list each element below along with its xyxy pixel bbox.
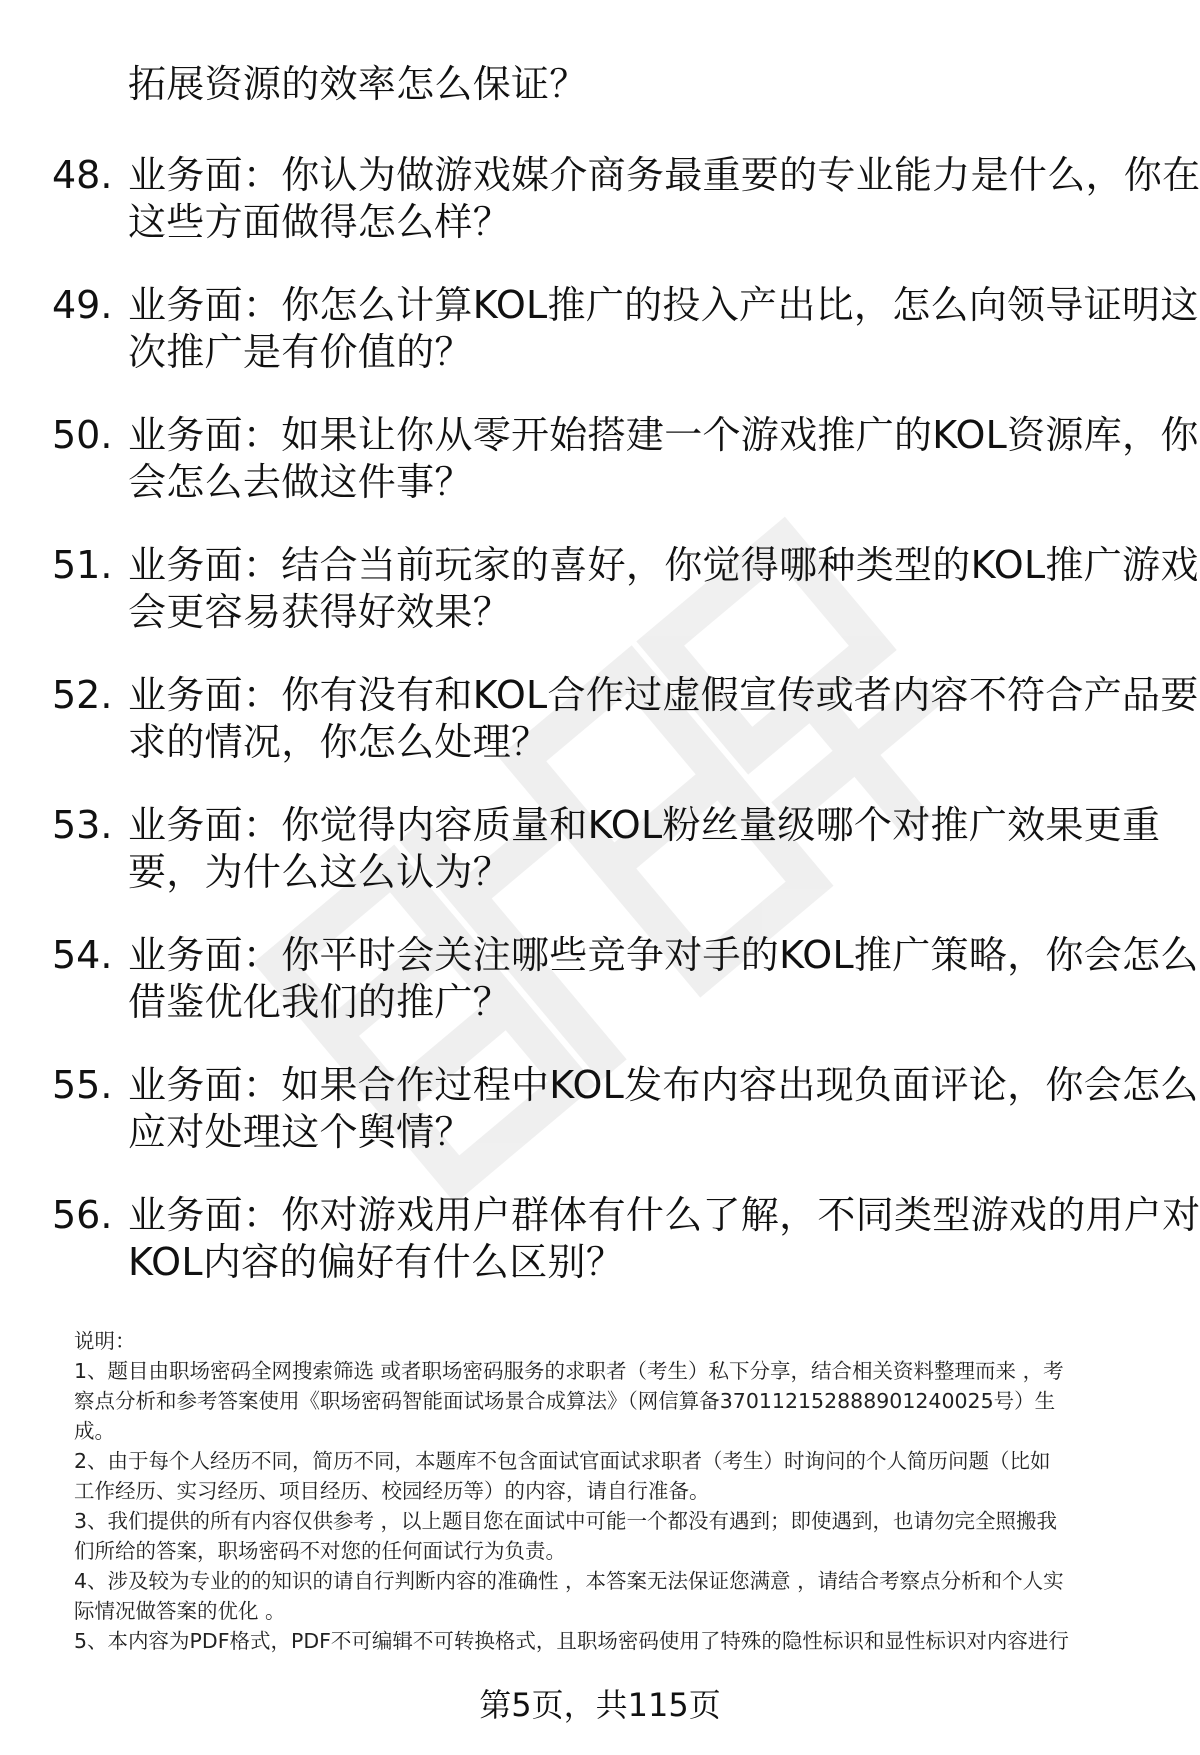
question-number: 52. [52, 673, 113, 717]
question-text: KOL内容的偏好有什么区别？ [128, 1240, 625, 1284]
question-text: 会怎么去做这件事？ [128, 460, 473, 504]
question-text: 业务面：你平时会关注哪些竞争对手的KOL推广策略，你会怎么 [128, 933, 1199, 977]
notes-line: 5、本内容为PDF格式，PDF不可编辑不可转换格式，且职场密码使用了特殊的隐性标识和显性标识对内容进行 [74, 1629, 1069, 1653]
notes-line: 4、涉及较为专业的的知识的请自行判断内容的准确性 ，本答案无法保证您满意 ，请结合考察点分析和个人实 [74, 1569, 1064, 1593]
question-text: 业务面：结合当前玩家的喜好，你觉得哪种类型的KOL推广游戏 [128, 543, 1199, 587]
question-number: 56. [52, 1193, 113, 1237]
notes-line: 察点分析和参考答案使用《职场密码智能面试场景合成算法》（网信算备370112152888901240025号）生 [74, 1389, 1056, 1413]
question-text: 会更容易获得好效果？ [128, 590, 512, 634]
notes-line: 3、我们提供的所有内容仅供参考 ，以上题目您在面试中可能一个都没有遇到；即使遇到，也请勿完全照搬我 [74, 1509, 1058, 1533]
question-number: 49. [52, 283, 113, 327]
question-number: 51. [52, 543, 113, 587]
question-number: 54. [52, 933, 113, 977]
question-text: 求的情况，你怎么处理？ [128, 720, 550, 764]
continuation-line: 拓展资源的效率怎么保证？ [128, 62, 588, 106]
question-text: 业务面：你怎么计算KOL推广的投入产出比，怎么向领导证明这 [128, 283, 1199, 327]
notes-line: 成。 [74, 1419, 115, 1443]
notes-line: 际情况做答案的优化 。 [74, 1599, 286, 1623]
question-text: 应对处理这个舆情？ [128, 1110, 473, 1154]
question-text: 业务面：如果让你从零开始搭建一个游戏推广的KOL资源库，你 [128, 413, 1199, 457]
question-number: 50. [52, 413, 113, 457]
question-text: 业务面：你对游戏用户群体有什么了解，不同类型游戏的用户对 [128, 1193, 1200, 1237]
notes-line: 们所给的答案，职场密码不对您的任何面试行为负责。 [74, 1539, 566, 1563]
question-text: 业务面：你有没有和KOL合作过虚假宣传或者内容不符合产品要 [128, 673, 1199, 717]
question-text: 要，为什么这么认为？ [128, 850, 512, 894]
question-text: 这些方面做得怎么样？ [128, 200, 512, 244]
question-number: 53. [52, 803, 113, 847]
notes-line: 1、题目由职场密码全网搜索筛选 或者职场密码服务的求职者（考生）私下分享，结合相关资料整理而来 ，考 [74, 1359, 1064, 1383]
question-text: 业务面：如果合作过程中KOL发布内容出现负面评论，你会怎么 [128, 1063, 1199, 1107]
question-text: 业务面：你觉得内容质量和KOL粉丝量级哪个对推广效果更重 [128, 803, 1161, 847]
page-footer: 第5页，共115页 [479, 1686, 721, 1724]
notes-line: 2、由于每个人经历不同，简历不同，本题库不包含面试官面试求职者（考生）时询问的个人简历问题（比如 [74, 1449, 1051, 1473]
question-number: 55. [52, 1063, 113, 1107]
question-text: 借鉴优化我们的推广？ [128, 980, 512, 1024]
notes-heading: 说明： [74, 1329, 136, 1353]
notes-line: 工作经历、实习经历、项目经历、校园经历等）的内容，请自行准备。 [74, 1479, 710, 1503]
notes-section [74, 1326, 1164, 1656]
question-text: 次推广是有价值的？ [128, 330, 473, 374]
question-text: 业务面：你认为做游戏媒介商务最重要的专业能力是什么，你在 [128, 153, 1200, 197]
question-number: 48. [52, 153, 113, 197]
